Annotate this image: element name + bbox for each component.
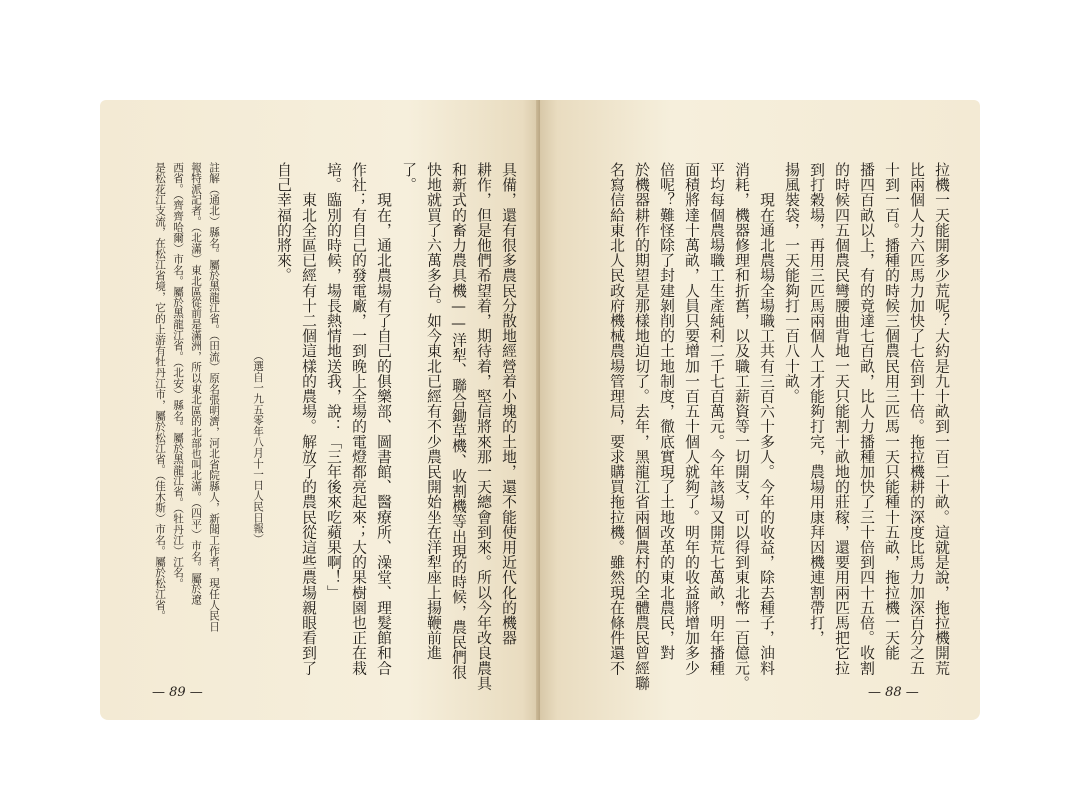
- right-line-2: 比兩個人力六匹馬力加快了七倍到十倍。拖拉機耕的深度比馬力加深百分之五: [908, 162, 925, 676]
- left-line-6: 現在，通北農場有了自己的俱樂部、圖書館、醫療所、澡堂、理髮館和合: [375, 162, 392, 676]
- left-line-3: 和新式的畜力農具機——洋犁、聯合鋤草機、收割機等出現的時候，農民們很: [450, 162, 467, 680]
- right-line-8: 現在通北農場全場職工共有三百六十多人。今年的收益，除去種子，油料: [758, 162, 775, 676]
- left-line-7: 作社；有自己的發電廠，一到晚上全場的電燈都亮起來；大的果樹園也正在栽: [350, 162, 367, 676]
- left-line-9: 東北全區已經有十二個這樣的農場。解放了的農民從這些農場親眼看到了: [300, 162, 317, 676]
- left-page: [100, 100, 540, 720]
- left-line-1: 具備，還有很多農民分散地經營着小塊的土地，還不能使用近代化的機器: [500, 162, 517, 646]
- right-line-6: 到打穀場，再用三匹馬兩個人工才能夠打完，農場用康拜因機連割帶打，: [808, 162, 825, 646]
- right-page-number: — 88 —: [868, 685, 919, 700]
- right-line-3: 十到一百。播種的時候三個農民用三匹馬一天只能種十五畝，拖拉機一天能: [883, 162, 900, 661]
- right-line-12: 倍呢？難怪除了封建剝削的土地制度，徹底實現了土地改革的東北農民，對: [658, 162, 675, 661]
- right-line-9: 消耗，機器修理和折舊，以及職工薪資等一切開支，可以得到東北幣一百億元。: [733, 162, 750, 691]
- right-line-13: 於機器耕作的期望是那樣地迫切了。去年，黑龍江省兩個農村的全體農民曾經聯: [633, 162, 650, 691]
- left-line-10: 自己幸福的將來。: [275, 162, 292, 283]
- right-line-4: 播四百畝以上，有的竟達七百畝，比人力播種加快了三十倍到四十五倍。收割: [858, 162, 875, 676]
- left-line-8: 培。臨別的時候，場長熱情地送我，說：「三年後來吃蘋果啊！」: [325, 162, 342, 600]
- left-line-2: 耕作，但是他們希望着，期待着，堅信將來那一天總會到來。所以今年改良農具: [475, 162, 492, 691]
- left-page-number: — 89 —: [152, 685, 203, 700]
- right-line-11: 面積將達十萬畝，人員只要增加一百五十個人就夠了。明年的收益將增加多少: [683, 162, 700, 676]
- right-line-7: 揚風裝袋，一天能夠打一百八十畝。: [783, 162, 800, 404]
- right-line-10: 平均每個農場職工生產純利二千七百萬元。今年該場又開荒七萬畝，明年播種: [708, 162, 725, 676]
- note-line-4: 是松花江支流，在松江省境，它的上游有牡丹江市，屬於松江省。（佳木斯）市名。屬於松江省。: [154, 162, 166, 622]
- right-line-14: 名寫信給東北人民政府機械農場管理局，要求購買拖拉機。雖然現在條件還不: [608, 162, 625, 676]
- note-line-2: 報特派記者。（北滿）東北區從前是滿洲，所以東北區的北部也叫北滿。（四平）市名。屬於遼: [190, 162, 202, 605]
- right-line-5: 的時候四五個農民彎腰曲背地一天只能割十畝地的莊稼，還要用兩匹馬把它拉: [833, 162, 850, 676]
- left-line-5: 了。: [400, 162, 417, 193]
- note-line-3: 西省。（齊齊哈爾）市名。屬於黑龍江省。（北安）縣名。屬於黑龍江省。（牡丹江）江名。: [172, 162, 184, 589]
- source-citation: （選自一九五零年八月十一日人民日報）: [252, 350, 264, 545]
- left-line-4: 快地就買了六萬多台。如今東北已經有不少農民開始坐在洋犁座上揚鞭前進: [425, 162, 442, 661]
- right-line-1: 拉機一天能開多少荒呢？大約是九十畝到一百二十畝。這就是說，拖拉機開荒: [933, 162, 950, 676]
- open-book: [100, 100, 980, 720]
- note-line-1: 註解（通北）縣名。屬於黑龍江省。（田流）原名張明濟，河北省院縣人，新聞工作者，現任人民日: [208, 162, 220, 632]
- right-page: [540, 100, 980, 720]
